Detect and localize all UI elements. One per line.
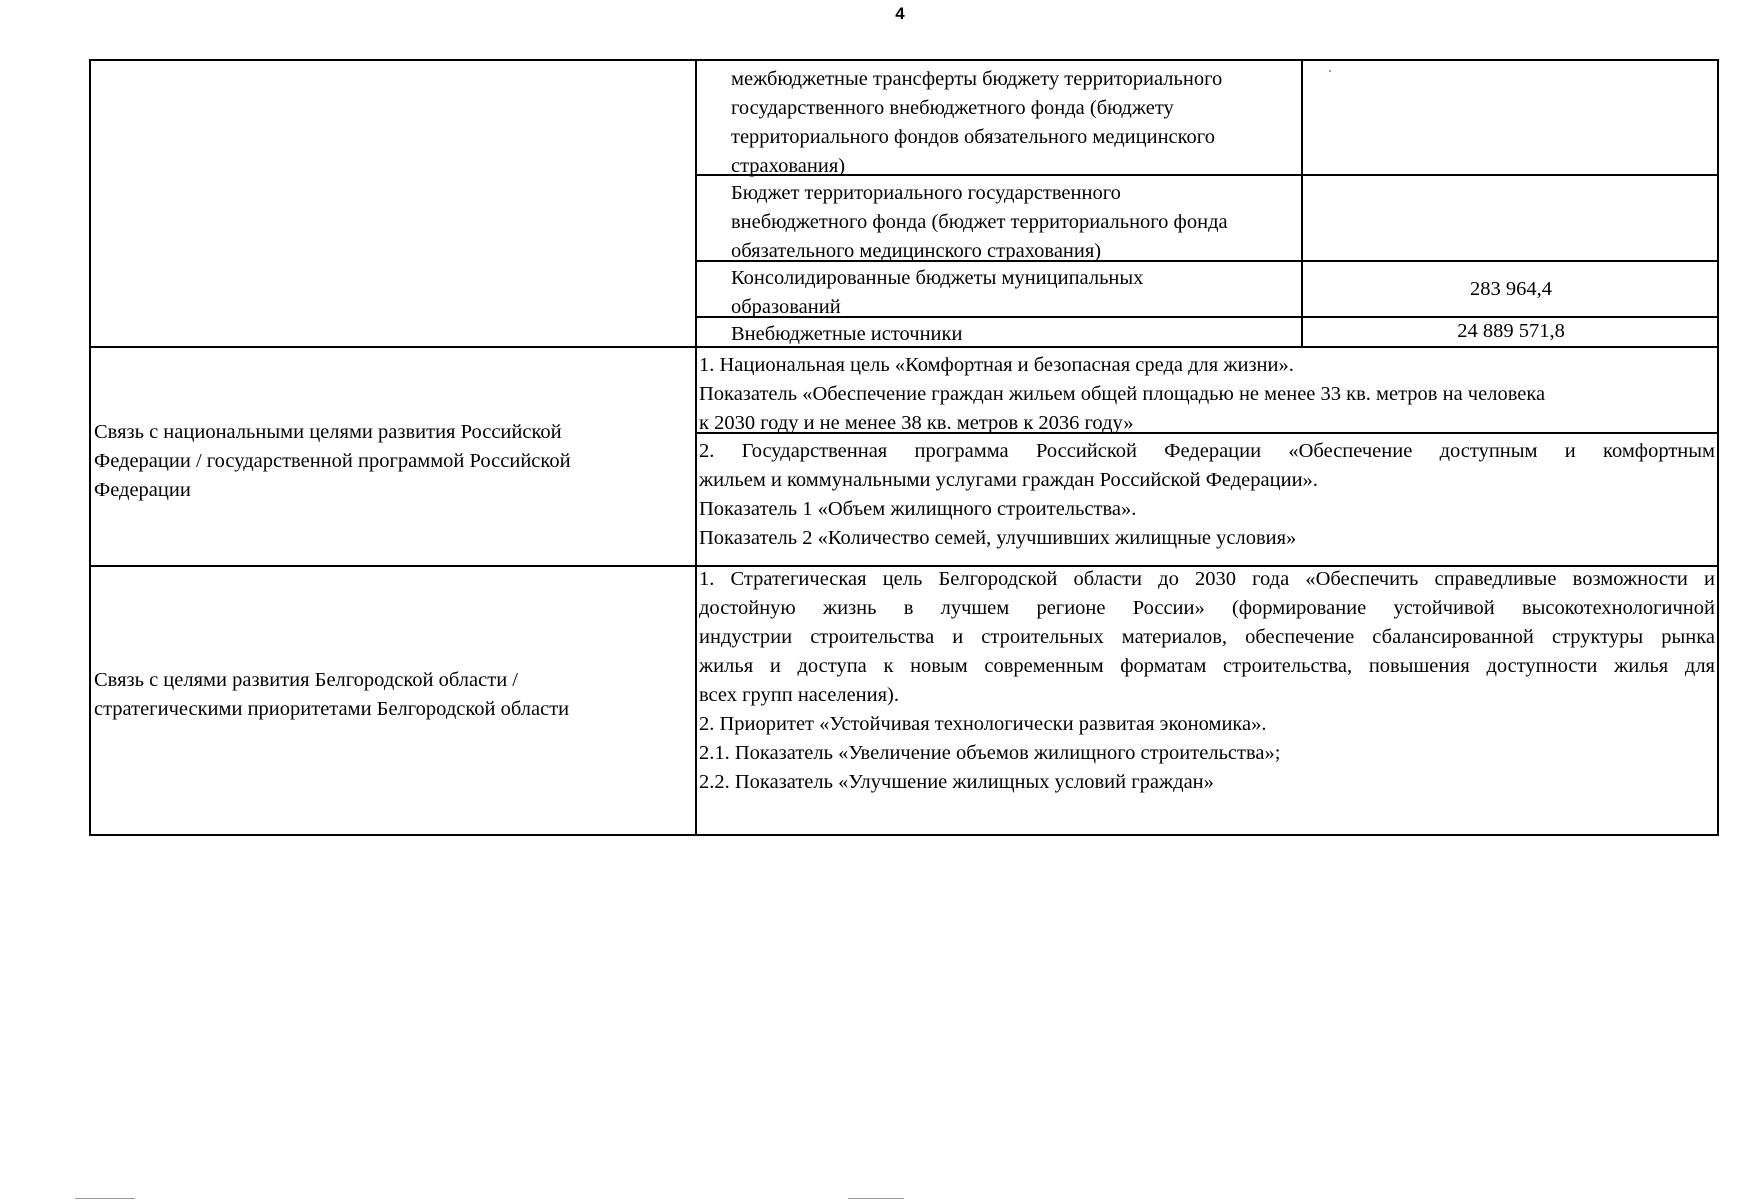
regional-goal-text	[699, 565, 1715, 797]
finance-source-label	[731, 65, 1291, 181]
text-line: к 2030 году и не менее 38 кв. метров к 2036 году»	[699, 412, 1134, 434]
text-line: 2. Приоритет «Устойчивая технологически развитая экономика».	[699, 713, 1267, 735]
text-line: межбюджетные трансферты бюджету территориального	[731, 68, 1223, 90]
regional-goals-label	[94, 666, 689, 724]
text-line: жильем и коммунальными услугами граждан Российской Федерации».	[699, 469, 1318, 491]
text-line: государственного внебюджетного фонда (бюджету	[731, 97, 1174, 119]
text-line: Федерации / государственной программой Российской	[94, 450, 571, 472]
scan-mark	[1329, 70, 1331, 72]
text-line: стратегическими приоритетами Белгородской области	[94, 698, 570, 720]
text-line: Показатель 2 «Количество семей, улучшивших жилищные условия»	[699, 527, 1297, 549]
text-line: 1. Национальная цель «Комфортная и безопасная среда для жизни».	[699, 354, 1294, 376]
text-line: Федерации	[94, 479, 191, 501]
text-line: Показатель «Обеспечение граждан жильем общей площадью не менее 33 кв. метров на человека	[699, 383, 1546, 405]
text-line: Консолидированные бюджеты муниципальных	[731, 267, 1144, 289]
text-line: Показатель 1 «Объем жилищного строительства».	[699, 498, 1137, 520]
text-line: достойную жизнь в лучшем регионе России» (формирование устойчивой высокотехнологичной	[699, 597, 1715, 619]
text-line: территориального фондов обязательного медицинского	[731, 126, 1215, 148]
text-line: Внебюджетные источники	[731, 323, 963, 345]
national-goals-label	[94, 418, 689, 505]
page-number: 4	[895, 4, 905, 23]
text-line: жилья и доступа к новым современным форматам строительства, повышения доступности жилья для	[699, 655, 1715, 677]
scan-mark	[75, 1198, 135, 1199]
text-line: всех групп населения).	[699, 684, 899, 706]
finance-amount: 283 964,4	[1470, 278, 1552, 300]
text-line: образований	[731, 296, 841, 318]
national-goal-text	[699, 351, 1715, 438]
text-line: 1. Стратегическая цель Белгородской области до 2030 года «Обеспечить справедливые возможности и	[699, 568, 1715, 590]
text-line: Бюджет территориального государственного	[731, 182, 1121, 204]
finance-amount: 24 889 571,8	[1457, 320, 1565, 342]
state-program-text	[699, 437, 1715, 553]
text-line: индустрии строительства и строительных материалов, обеспечение сбалансированной структуры рынка	[699, 626, 1715, 648]
text-line: 2.1. Показатель «Увеличение объемов жилищного строительства»;	[699, 742, 1281, 764]
text-line: Связь с целями развития Белгородской области /	[94, 669, 518, 691]
finance-source-label	[731, 179, 1291, 266]
text-line: 2. Государственная программа Российской Федерации «Обеспечение доступным и комфортным	[699, 440, 1715, 462]
column-divider-amount	[1301, 59, 1303, 347]
finance-source-label	[731, 264, 1291, 322]
text-line: Связь с национальными целями развития Российской	[94, 421, 562, 443]
text-line: страхования)	[731, 155, 846, 177]
scan-mark	[848, 1198, 904, 1199]
text-line: обязательного медицинского страхования)	[731, 240, 1102, 262]
text-line: внебюджетного фонда (бюджет территориального фонда	[731, 211, 1228, 233]
finance-source-label	[731, 321, 1291, 347]
text-line: 2.2. Показатель «Улучшение жилищных условий граждан»	[699, 771, 1214, 793]
